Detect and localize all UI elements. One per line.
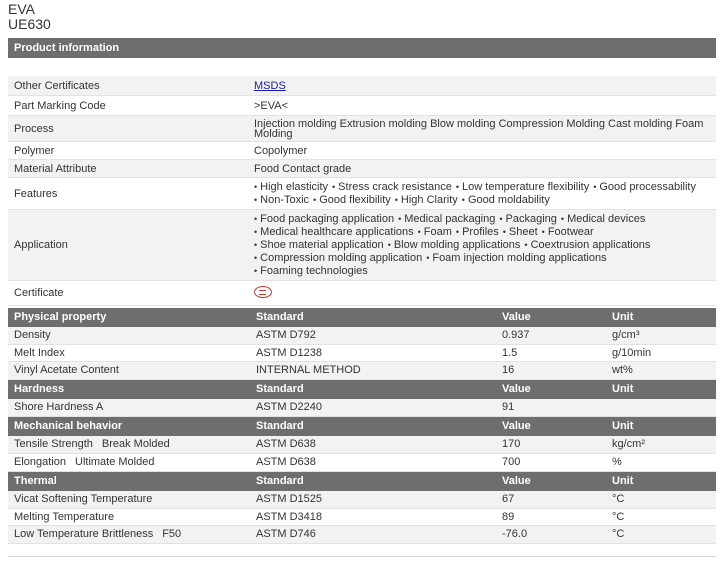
application-list bbox=[254, 213, 706, 278]
property-row bbox=[8, 436, 716, 454]
property-unit: wt% bbox=[612, 364, 633, 376]
tag-item: • Profiles bbox=[456, 226, 499, 238]
info-row-polymer bbox=[8, 142, 716, 160]
property-name: Low Temperature Brittleness bbox=[14, 528, 154, 541]
msds-link[interactable]: MSDS bbox=[254, 79, 286, 92]
property-standard: ASTM D2240 bbox=[256, 401, 323, 413]
column-standard: Standard bbox=[256, 311, 304, 323]
property-standard: INTERNAL METHOD bbox=[256, 364, 361, 376]
property-row bbox=[8, 345, 716, 363]
property-name: Melt Index bbox=[14, 346, 65, 359]
tag-item: • High elasticity bbox=[254, 181, 328, 193]
product-info-header bbox=[8, 38, 716, 58]
column-unit: Unit bbox=[612, 383, 634, 395]
info-value: Injection molding Extrusion molding Blow molding Compression Molding Cast molding Foam bbox=[254, 117, 704, 130]
tag-item: • Shoe material application bbox=[254, 239, 384, 251]
property-row bbox=[8, 362, 716, 380]
tag-item: • High Clarity bbox=[395, 194, 458, 206]
tag-item: • Medical devices bbox=[561, 213, 645, 225]
tag-line bbox=[254, 265, 706, 278]
tag-item: • Foam injection molding applications bbox=[426, 252, 606, 264]
column-standard: Standard bbox=[256, 420, 304, 432]
tag-item: • Good flexibility bbox=[313, 194, 391, 206]
column-value: Value bbox=[502, 420, 531, 432]
tag-item: • Foaming technologies bbox=[254, 265, 368, 277]
tag-line bbox=[254, 252, 706, 265]
property-value: 91 bbox=[502, 401, 515, 413]
property-standard: ASTM D1525 bbox=[256, 493, 323, 505]
column-value: Value bbox=[502, 383, 531, 395]
property-unit: % bbox=[612, 456, 622, 468]
tag-item: • Blow molding applications bbox=[388, 239, 521, 251]
column-standard: Standard bbox=[256, 383, 304, 395]
info-row-other-certificates bbox=[8, 76, 716, 96]
property-name-cell bbox=[14, 456, 154, 468]
column-standard: Standard bbox=[256, 475, 304, 487]
property-name: Vicat Softening Temperature bbox=[14, 493, 153, 505]
property-name-cell bbox=[14, 364, 119, 376]
property-name-cell bbox=[14, 528, 181, 540]
property-name: Density bbox=[14, 329, 51, 341]
property-unit: g/cm³ bbox=[612, 329, 640, 341]
section-title: Hardness bbox=[14, 383, 65, 395]
property-unit: °C bbox=[612, 493, 625, 505]
info-label: Features bbox=[14, 187, 58, 200]
tag-item: • Footwear bbox=[542, 226, 594, 238]
property-value: 0.937 bbox=[502, 329, 530, 341]
property-value: 1.5 bbox=[502, 346, 518, 359]
property-name-cell bbox=[14, 329, 51, 341]
tag-line bbox=[254, 194, 706, 207]
info-label: Material Attribute bbox=[14, 162, 97, 175]
info-label: Other Certificates bbox=[14, 79, 100, 92]
property-row bbox=[8, 327, 716, 345]
thermal-header bbox=[8, 472, 716, 491]
tag-line bbox=[254, 213, 706, 226]
physical-property-header bbox=[8, 308, 716, 327]
property-name: Elongation bbox=[14, 456, 66, 468]
info-label: Polymer bbox=[14, 144, 55, 157]
property-name-cell bbox=[14, 438, 170, 450]
tag-item: • Foam bbox=[418, 226, 452, 238]
tag-item: • Non-Toxic bbox=[254, 194, 309, 206]
property-unit: °C bbox=[612, 510, 625, 523]
tag-item: • Good processability bbox=[593, 181, 696, 193]
tag-item: • Medical packaging bbox=[398, 213, 495, 225]
sgs-certificate-icon[interactable] bbox=[254, 286, 272, 298]
product-title bbox=[8, 2, 51, 32]
property-name: Shore Hardness A bbox=[14, 401, 104, 413]
property-value: -76.0 bbox=[502, 528, 528, 541]
property-standard: ASTM D638 bbox=[256, 456, 316, 468]
info-row-features bbox=[8, 178, 716, 210]
bottom-divider bbox=[8, 556, 716, 557]
property-name-cell bbox=[14, 347, 65, 359]
tag-item: • Compression molding application bbox=[254, 252, 422, 264]
column-unit: Unit bbox=[612, 475, 634, 487]
product-grade: UE630 bbox=[8, 16, 51, 32]
tag-item: • Packaging bbox=[499, 213, 557, 225]
info-row-application bbox=[8, 210, 716, 281]
property-row bbox=[8, 454, 716, 472]
property-row bbox=[8, 509, 716, 527]
column-value: Value bbox=[502, 311, 531, 323]
property-row bbox=[8, 526, 716, 544]
property-condition: Break Molded bbox=[101, 438, 170, 450]
column-value: Value bbox=[502, 475, 531, 487]
property-unit: °C bbox=[612, 528, 625, 541]
info-row-process bbox=[8, 116, 716, 142]
section-title: Physical property bbox=[14, 311, 107, 323]
property-standard: ASTM D1238 bbox=[256, 346, 323, 359]
tag-item: • Stress crack resistance bbox=[332, 181, 452, 193]
property-name-cell bbox=[14, 493, 152, 505]
property-standard: ASTM D746 bbox=[256, 528, 316, 541]
mechanical-behavior-header bbox=[8, 417, 716, 436]
info-row-certificate bbox=[8, 281, 716, 306]
info-row-part-marking bbox=[8, 96, 716, 116]
property-name-cell bbox=[14, 401, 103, 413]
info-label: Application bbox=[14, 239, 68, 251]
column-unit: Unit bbox=[612, 420, 634, 432]
info-row-material-attribute bbox=[8, 160, 716, 178]
property-value: 89 bbox=[502, 510, 515, 523]
property-standard: ASTM D792 bbox=[256, 329, 316, 341]
hardness-header bbox=[8, 380, 716, 399]
property-name: Vinyl Acetate Content bbox=[14, 364, 119, 376]
property-name: Melting Temperature bbox=[14, 510, 115, 523]
tag-line bbox=[254, 226, 706, 239]
tag-line bbox=[254, 239, 706, 252]
tag-item: • Low temperature flexibility bbox=[456, 181, 589, 193]
property-standard: ASTM D638 bbox=[256, 438, 316, 450]
property-row bbox=[8, 399, 716, 417]
section-title: Mechanical behavior bbox=[14, 420, 123, 432]
property-value: 67 bbox=[502, 493, 515, 505]
property-value: 170 bbox=[502, 438, 521, 450]
tag-item: • Medical healthcare applications bbox=[254, 226, 414, 238]
info-label: Process bbox=[14, 122, 54, 135]
tag-item: • Sheet bbox=[503, 226, 538, 238]
property-row bbox=[8, 491, 716, 509]
property-name: Tensile Strength bbox=[14, 438, 93, 450]
info-label: Certificate bbox=[14, 287, 64, 299]
tag-item: • Good moldability bbox=[462, 194, 550, 206]
features-list bbox=[254, 181, 706, 207]
tag-item: • Food packaging application bbox=[254, 213, 394, 225]
product-info-table bbox=[8, 76, 716, 306]
property-value: 16 bbox=[502, 364, 515, 376]
property-standard: ASTM D3418 bbox=[256, 510, 323, 523]
info-value: Molding bbox=[254, 127, 293, 140]
property-condition: Ultimate Molded bbox=[75, 456, 155, 468]
tag-item: • Coextrusion applications bbox=[524, 239, 650, 251]
product-info-title: Product information bbox=[14, 42, 120, 54]
info-value: Copolymer bbox=[254, 144, 308, 157]
product-family: EVA bbox=[8, 1, 35, 17]
property-value: 700 bbox=[502, 456, 521, 468]
info-value: Food Contact grade bbox=[254, 162, 352, 175]
info-label: Part Marking Code bbox=[14, 99, 106, 112]
section-title: Thermal bbox=[14, 475, 57, 487]
property-name-cell bbox=[14, 511, 114, 523]
column-unit: Unit bbox=[612, 311, 634, 323]
tag-line bbox=[254, 181, 706, 194]
property-condition: F50 bbox=[162, 528, 182, 541]
property-unit: g/10min bbox=[612, 346, 652, 359]
property-unit: kg/cm² bbox=[612, 438, 645, 450]
info-value: >EVA< bbox=[254, 99, 289, 112]
